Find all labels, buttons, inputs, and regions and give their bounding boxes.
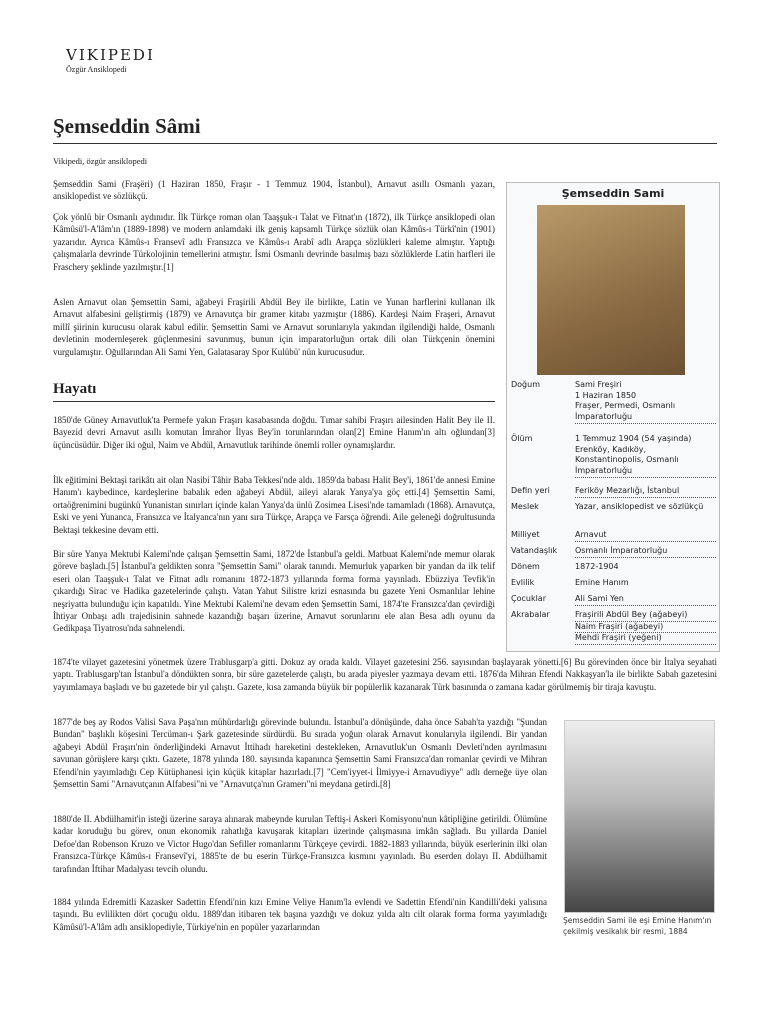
infobox-key: Defin yeri — [511, 486, 550, 495]
infobox-value: Sami Freşiri — [575, 380, 622, 389]
logo-tagline: Özgür Ansiklopedi — [66, 65, 127, 74]
wikipedia-logo[interactable] — [66, 46, 155, 74]
infobox-value: 1872-1904 — [575, 562, 619, 571]
infobox — [506, 182, 720, 652]
infobox-link[interactable]: Fraşer, Permedi, Osmanlı İmparatorluğu — [575, 401, 716, 423]
infobox-link[interactable]: Erenköy, Kadıköy, Konstantinopolis, Osmanlı İmparatorluğu — [575, 445, 716, 478]
infobox-key: Milliyet — [511, 530, 540, 539]
body-paragraph-4: 1874'te vilayet gazetesini yönetmek üzere Trablusgarp'a gitti. Dokuz ay orada kaldı. Vilayet gazetesini 256. sayısından başlayarak yönetti.[6] Bu görevinden önce bir İtalya seyahati yaptı. Trablusgarp'tan İstanbul'a döndükten sonra, bir süre gazetelerde çalıştı, bu arada piyesler yazmaya devam etti. 1876'da Mihran Efendi Nakkaşyan'la ile birlikte Sabah gazetesini yayımlamaya başladı ve bu gazetede bir yıl çalıştı. Gazete, kısa zamanda büyük bir popülerlik kazanarak Türk basınında o zamana kadar görülmemiş bir tiraja kavuştu. — [53, 657, 717, 692]
infobox-value: Yazar, ansiklopedist ve sözlükçü — [575, 502, 704, 511]
infobox-key: Doğum — [511, 380, 540, 389]
infobox-link[interactable]: Osmanlı İmparatorluğu — [575, 546, 716, 558]
infobox-link[interactable]: Fraşirili Abdül Bey (ağabeyi) — [575, 610, 716, 622]
infobox-key: Çocuklar — [511, 594, 546, 603]
infobox-key: Evlilik — [511, 578, 535, 587]
logo-wordmark: VIKIPEDI — [66, 46, 155, 64]
infobox-link[interactable]: Arnavut — [575, 530, 716, 542]
infobox-row-akrabalar — [511, 610, 716, 645]
infobox-value: Emine Hanım — [575, 578, 629, 587]
section-heading-hayati: Hayatı — [53, 381, 495, 402]
infobox-row-meslek — [511, 502, 716, 513]
page-subtitle: Vikipedi, özgür ansiklopedi — [53, 156, 148, 166]
infobox-row-milliyet — [511, 530, 716, 542]
infobox-heading: Şemseddin Sami — [561, 187, 665, 200]
body-paragraph-1: 1850'de Güney Arnavutluk'ta Permefe yakın Fraşırı kasabasında doğdu. Tımar sahibi Fraşırı ailesinden Halit Bey ile II. Bayezid devri Arnavut asıllı komutan İmrahor İlyas Bey'in torunlarından olan[2] Emine Hanım'ın altı oğlundan[3] üçüncüsüdür. Diğer iki oğul, Naim ve Abdül, Arnavutluk tarihinde önemli roller oynamışlardır. — [53, 415, 495, 450]
infobox-link[interactable]: Ali Sami Yen — [575, 594, 716, 606]
body-paragraph-7: 1884 yılında Edremitli Kazasker Sadettin Efendi'nin kızı Emine Veliye Hanım'la evlendi ve Sadettin Efendi'nin Kandilli'deki yalısına taşındı. Bu evlilikten dört çocuğu oldu. 1889'dan itibaren tek başına yazdığı ve dokuz yılda altı cilt olarak forma forma yayımladığı Kâmûsü'l-A'lâm adlı ansiklopediyle, Türkiye'nin en popüler yazarlarından — [53, 897, 547, 932]
infobox-link[interactable]: Feriköy Mezarlığı, İstanbul — [575, 486, 716, 498]
infobox-row-evlilik — [511, 578, 716, 589]
infobox-row-defin-yeri — [511, 486, 716, 498]
infobox-row-vatandaslik — [511, 546, 716, 558]
infobox-key: Meslek — [511, 502, 539, 511]
infobox-key: Vatandaşlık — [511, 546, 558, 555]
photo-caption: Şemseddin Sami ile eşi Emine Hanım'ın çekilmiş vesikalık bir resmi, 1884 — [563, 916, 712, 936]
body-paragraph-3: Bir süre Yanya Mektubi Kalemi'nde çalışan Şemsettin Sami, 1872'de İstanbul'a geldi. Matbuat Kalemi'nde memur olarak göreve başladı.[5] İstanbul'a geldikten sonra "Şemsettin Sami" olarak tanındı. Memurluk yaparken bir yandan da ilk telif eseri olan Taaşşuk-ı Talat ve Fitnat adlı romanını 1872-1873 yıllarında forma forma yayınladı. Ebüzziya Tevfik'in çıkardığı Sirac ve Hadika gazetelerinde çalıştı. Vatan Yahut Silistre krizi esnasında bu gazete Yeni Osmanlılar lehine neşriyatta bulunduğu için kapatıldı. Yine Mektubi Kalemi'ne devam eden Şemsettin Sami, 1874'te Fransızca'dan çevirdiği İhtiyar Onbaşı adlı trajedisinin sahnede kazandığı başarı üzerine, Arnavut sorunlarını ele alan Besa adlı oyunu da Gedikpaşa Tiyatrosu'nda sahnelendi. — [53, 549, 495, 634]
infobox-row-donem — [511, 562, 716, 573]
infobox-row-cocuklar — [511, 594, 716, 606]
infobox-value: 1 Haziran 1850 — [575, 390, 637, 400]
body-paragraph-2: İlk eğitimini Bektaşi tarikâtı ait olan Nasibi Tâhir Baba Tekkesi'nde aldı. 1859'da babası Halit Bey'i, 1861'de annesi Emine Hanım'ı kaybedince, kardeşlerine babalık eden ağabeyi Abdül, aileyi alarak Yanya'ya göç etti.[4] Şemsettin Sami, ortaöğrenimini bugünkü Yunanistan sınırları içinde kalan Yanya'da ünlü Zosimea Lisesi'nde tamamladı (1868). Arnavutça, Eski ve yeni Yunanca, Fransızca ve İtalyanca'nın yanı sıra Türkçe, Arapça ve Farsça öğrendi. Aile geleneği doğrultusunda Bektaşi tekkesine devam etti. — [53, 475, 495, 535]
infobox-row-olum — [511, 434, 716, 478]
body-paragraph-6: 1880'de II. Abdülhamit'in isteği üzerine saraya alınarak mabeynde kurulan Teftiş-i Askeri Komisyonu'nun kâtipliğine getirildi. Ölümüne kadar koruduğu bu görev, onun ekonomik rahatlığa kavuşarak kitapları üzerinde çalışmasına imkân sağladı. Bu yıllarda Daniel Defoe'dan Robenson Kruzo ve Victor Hugo'dan Sefiller romanlarını Türkçeye çevirdi. 1882-1883 yıllarında, büyük eserlerinin ilki olan Fransızca-Türkçe Kâmûs-ı Fransevî'yi, 1885'te de bu eserin Türkçe-Fransızca kısmını yayınladı. Bu eserden dolayı II. Abdülhamit tarafından İftihar Madalyası tevcih olundu. — [53, 814, 547, 874]
infobox-row-dogum — [511, 380, 716, 424]
infobox-key: Ölüm — [511, 434, 533, 443]
infobox-value: 1 Temmuz 1904 (54 yaşında) — [575, 434, 692, 443]
intro-paragraph-1: Şemseddin Sami (Fraşëri) (1 Haziran 1850, Fraşır - 1 Temmuz 1904, İstanbul), Arnavut asıllı Osmanlı yazarı, ansiklopedist ve sözlükçü. — [53, 179, 495, 202]
body-paragraph-5: 1877'de beş ay Rodos Valisi Sava Paşa'nın mühürdarlığı görevinde bulundu. İstanbul'a dönüşünde, daha önce Sabah'ta yazdığı "Şundan Bundan" başlıklı köşesini Tercüman-ı Şark gazetesinde sürdürdü. Bu sırada yoğun olarak Arnavut konularıyla ilgilendi. Bir yandan ağabeyi Abdül Fraşırı'nin önderliğindeki Arnavut İttihadı hareketini destekleken, Arnavutluk'un Osmanlı Devleti'nden ayrılmasını savunan görüşlere karşı çıktı. Gazete, 1878 yılında 180. sayısında kapanınca Şemsettin Sami Fransızca'dan romanlar çevirdi ve Mihran Efendi'nin yayımladığı Cep Kütüphanesi için küçük kitaplar hazırladı.[7] "Cem'iyyet-i İlmiyye-i Arnavudiyye" adlı derneğe üye olan Şemsettin Sami "Arnavutçanın Alfabesi"ni ve "Arnavutça'nın Gramerı"ni meydana getirdi.[8] — [53, 717, 547, 790]
infobox-link[interactable]: Naim Fraşiri (ağabeyi) — [575, 622, 716, 634]
infobox-key: Dönem — [511, 562, 540, 571]
intro-paragraph-2: Çok yönlü bir Osmanlı aydınıdır. İlk Türkçe roman olan Taaşşuk-ı Talat ve Fitnat'ın (1872), ilk Türkçe ansiklopedi olan Kâmûsü'l-A'lâm'ın (1889-1898) ve modern anlamdaki ilk geniş kapsamlı Türkçe sözlük olan Kâmûs-ı Türkî'nin (1901) yazarıdır. Ayrıca Kâmûs-ı Fransevî adlı Fransızca ve Kâmûs-ı Arabî adlı Arapça sözlükleri kaleme almıştır. Yaptığı çalışmalarla devrinde Türkolojinin temellerini atmıştır. İsmi Osmanlı devrinde basılmış bazı sözlüklerde Latin harfleri ile Fraschery şeklinde yazılmıştır.[1] — [53, 212, 495, 272]
infobox-link[interactable]: Mehdi Fraşiri (yeğeni) — [575, 633, 716, 645]
page-title: Şemseddin Sâmi — [53, 114, 717, 144]
portrait-image[interactable] — [537, 205, 685, 375]
infobox-key: Akrabalar — [511, 610, 550, 619]
intro-paragraph-3: Aslen Arnavut olan Şemsettin Sami, ağabeyi Fraşirili Abdül Bey ile birlikte, Latin ve Yunan harflerini kullanan ilk Arnavut alfabesini geliştirmiş (1879) ve Arnavutça bir gramer kitabı yazmıştır (1886). Kardeşi Naim Fraşeri, Arnavut millî şiirinin kurucusu olarak kabul edilir. Şemsettin Sami ve Arnavut sorunlarıyla yakından ilgilendiği halde, Osmanlı devletinin modernleşerek güçlenmesini savunmuş, bunun için imparatorluğun ortak dili olan Türkçenin önemini vurgulamıştır. Oğullarından Ali Sami Yen, Galatasaray Spor Kulübü' nün kurucusudur. — [53, 297, 495, 357]
couple-photo[interactable] — [564, 720, 715, 913]
